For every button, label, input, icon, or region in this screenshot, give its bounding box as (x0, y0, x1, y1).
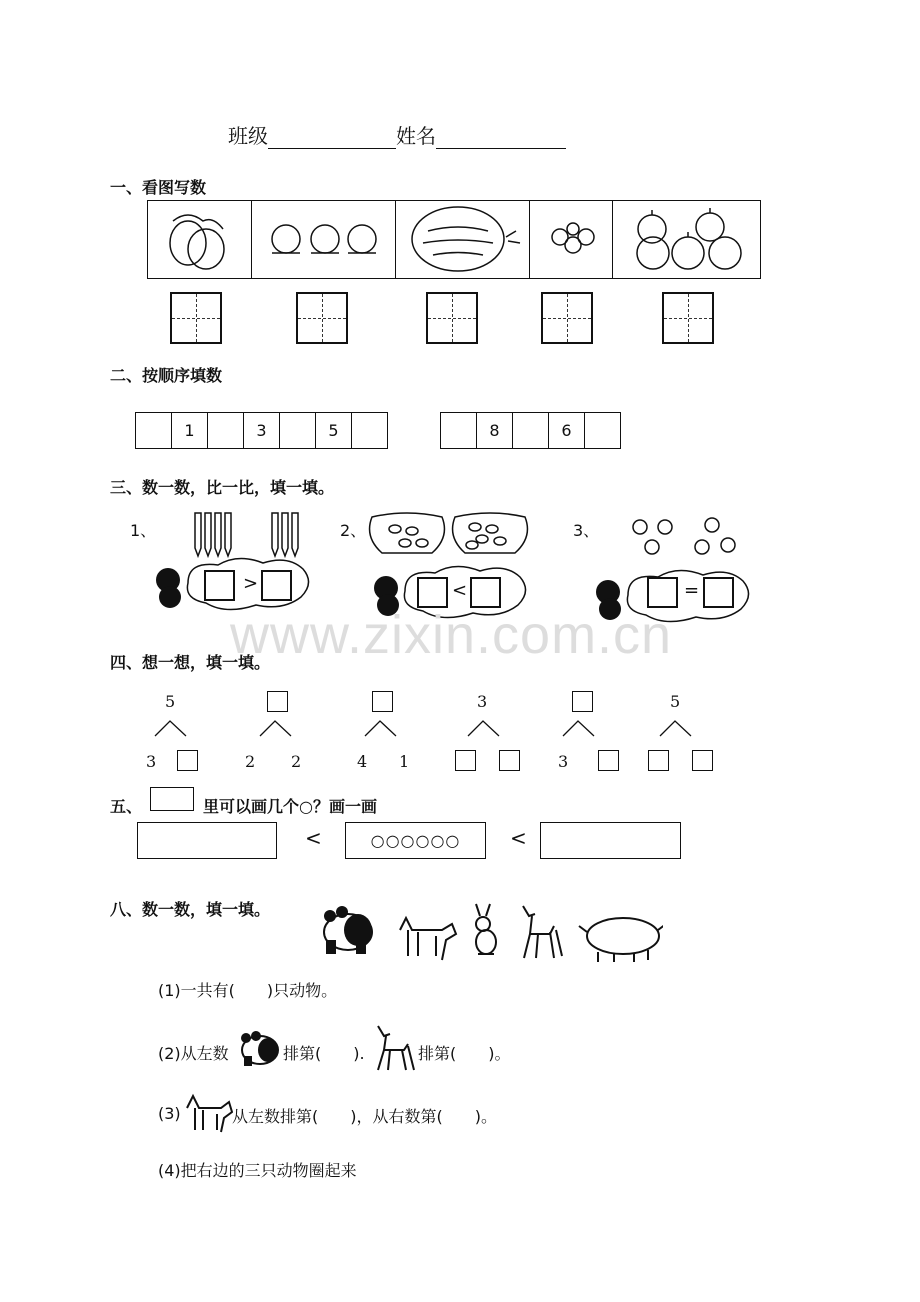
seq-cell: 1 (172, 413, 208, 448)
write-box[interactable] (426, 292, 478, 344)
write-box[interactable] (296, 292, 348, 344)
answer-box[interactable] (703, 577, 734, 608)
number-bond-lines (150, 718, 710, 742)
item-label: 3、 (573, 521, 600, 540)
section5-title: 里可以画几个○？画一画 (203, 797, 377, 816)
bond-left-box[interactable] (648, 750, 669, 771)
bond-left: 2 (245, 752, 256, 771)
bond-right-box[interactable] (692, 750, 713, 771)
sequence-row-2 (440, 412, 621, 449)
panda-icon (238, 1030, 282, 1068)
strawberry-icon (552, 223, 594, 253)
question-2-start: (2)从左数 (158, 1044, 229, 1063)
bond-right: 2 (291, 752, 302, 771)
write-box[interactable] (541, 292, 593, 344)
seq-cell[interactable] (352, 413, 387, 448)
seq-cell[interactable] (280, 413, 316, 448)
bond-left: 4 (357, 752, 368, 771)
bond-right-box[interactable] (177, 750, 198, 771)
section4-title: 四、想一想，填一填。 (110, 653, 271, 672)
picture-strip (147, 200, 761, 279)
seq-cell[interactable] (208, 413, 244, 448)
deer-icon (372, 1022, 418, 1074)
middle-box: ○○○○○○ (345, 822, 486, 859)
name-field[interactable] (436, 126, 566, 149)
question-3-start: (3) (158, 1104, 181, 1123)
class-field[interactable] (268, 126, 396, 149)
question-3-end: 从左数排第( )，从右数第( )。 (232, 1107, 497, 1126)
question-4: (4)把右边的三只动物圈起来 (158, 1161, 357, 1180)
bond-right: 1 (399, 752, 410, 771)
answer-box[interactable] (261, 570, 292, 601)
name-label: 姓名 (396, 124, 436, 148)
write-box[interactable] (170, 292, 222, 344)
question-1: (1)一共有( )只动物。 (158, 981, 338, 1000)
class-label: 班级 (228, 124, 268, 148)
item-label: 1、 (130, 521, 157, 540)
animal-row (318, 902, 663, 964)
orange-icon (633, 518, 735, 554)
bond-top: 3 (477, 692, 488, 711)
seq-cell: 3 (244, 413, 280, 448)
deer-icon (523, 906, 562, 958)
bond-left: 3 (146, 752, 157, 771)
seq-cell: 5 (316, 413, 352, 448)
pencil-icon (195, 513, 298, 556)
sequence-row-1 (135, 412, 388, 449)
pig-icon (579, 918, 663, 962)
operator: = (684, 580, 700, 601)
bond-top: 5 (670, 692, 681, 711)
question-2-end: 排第( )。 (418, 1044, 511, 1063)
write-box[interactable] (662, 292, 714, 344)
peach-icon (272, 225, 376, 253)
section5-prefix: 五、 (110, 797, 143, 816)
bond-top-box[interactable] (372, 691, 393, 712)
less-than-sign: < (305, 826, 322, 850)
sample-box (150, 787, 194, 811)
bond-top-box[interactable] (267, 691, 288, 712)
rabbit-icon (476, 904, 496, 954)
mango-icon (170, 215, 224, 269)
fishbowl-icon (370, 513, 528, 553)
answer-box[interactable] (204, 570, 235, 601)
bond-right-box[interactable] (499, 750, 520, 771)
bond-top-box[interactable] (572, 691, 593, 712)
section3-title: 三、数一数，比一比，填一填。 (110, 478, 335, 497)
fruit-drawings (148, 201, 762, 280)
fox-icon (400, 918, 456, 960)
panda-icon (324, 906, 372, 954)
seq-cell: 8 (477, 413, 513, 448)
section2-title: 二、按顺序填数 (110, 366, 223, 385)
seq-cell[interactable] (441, 413, 477, 448)
watermark: www.zixin.com.cn (230, 605, 673, 665)
draw-box-left[interactable] (137, 822, 277, 859)
section1-title: 一、看图写数 (110, 178, 207, 197)
seq-cell[interactable] (513, 413, 549, 448)
bond-top: 5 (165, 692, 176, 711)
bond-right-box[interactable] (598, 750, 619, 771)
apple-icon (637, 208, 741, 269)
question-2-mid: 排第( ). (283, 1044, 365, 1063)
bond-left-box[interactable] (455, 750, 476, 771)
operator: > (243, 573, 259, 594)
seq-cell[interactable] (585, 413, 620, 448)
item-label: 2、 (340, 521, 367, 540)
draw-box-right[interactable] (540, 822, 681, 859)
seq-cell: 6 (549, 413, 585, 448)
watermelon-icon (412, 207, 520, 271)
fox-icon (183, 1092, 233, 1134)
bond-left: 3 (558, 752, 569, 771)
operator: < (452, 580, 468, 601)
less-than-sign: < (510, 826, 527, 850)
seq-cell[interactable] (136, 413, 172, 448)
header (228, 120, 566, 149)
section8-title: 八、数一数，填一填。 (110, 900, 271, 919)
